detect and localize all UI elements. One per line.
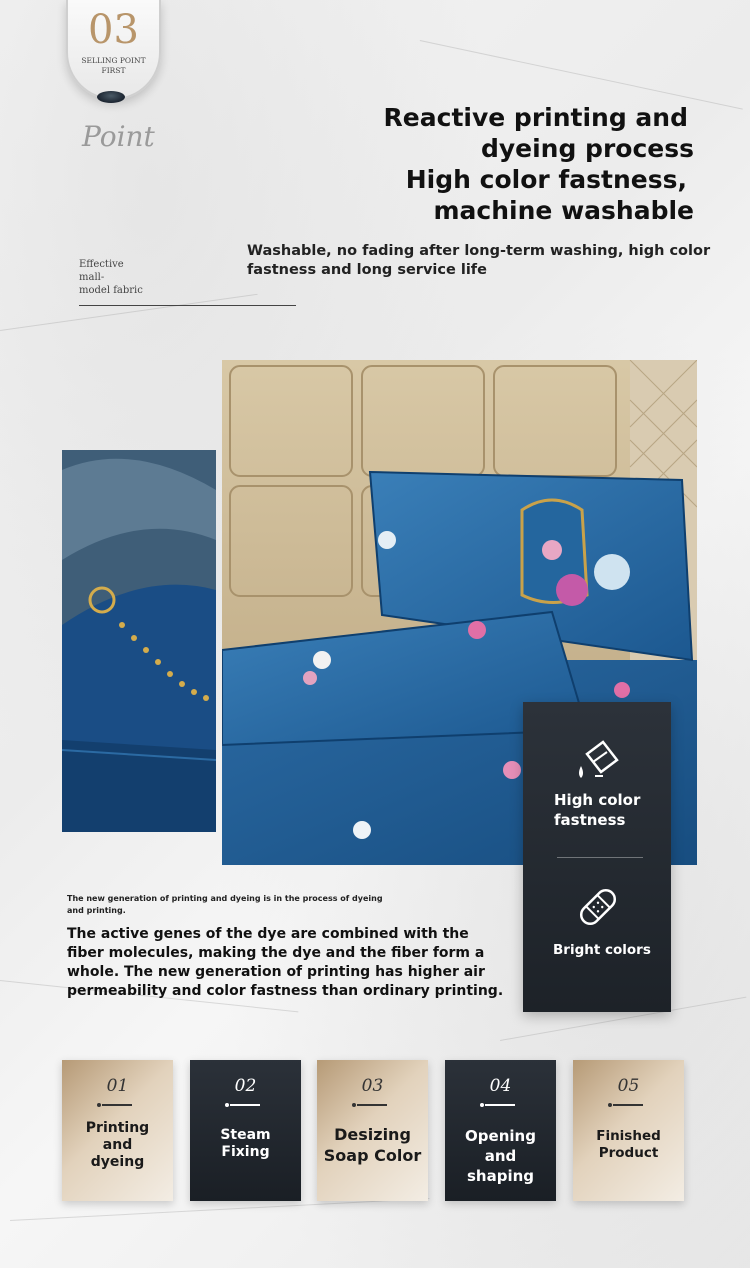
step-bar	[485, 1104, 515, 1106]
badge-subtitle-line1: SELLING POINT	[81, 56, 146, 65]
step-label-line1: Printing	[85, 1120, 150, 1136]
selling-point-badge	[66, 0, 161, 100]
feature-label-line2: fastness	[554, 811, 626, 829]
step-card-printing-dyeing	[62, 1060, 173, 1201]
headline	[384, 102, 694, 226]
step-label	[66, 1120, 169, 1171]
step-label-line2: and shaping	[466, 1147, 535, 1185]
fabric-note-line1: Effective	[79, 259, 124, 270]
headline-line4: machine washable	[433, 196, 694, 225]
step-label-line1: Steam	[220, 1127, 271, 1143]
step-dot	[97, 1103, 101, 1107]
tech-intro: The new generation of printing and dyeing is in the process of dyeing and printing.	[67, 894, 383, 915]
step-card-opening-shaping	[445, 1060, 556, 1201]
step-label-line2: Soap Color	[323, 1146, 422, 1165]
feature-high-color-fastness	[554, 790, 640, 830]
feature-label-line1: High color	[554, 791, 641, 809]
fabric-note-line3: model fabric	[79, 285, 143, 296]
point-script-word: Point	[82, 120, 155, 153]
panel-divider	[557, 857, 643, 858]
step-label	[194, 1127, 297, 1161]
step-card-finished-product	[573, 1060, 684, 1201]
badge-number: 03	[88, 7, 139, 53]
step-card-steam-fixing	[190, 1060, 301, 1201]
fabric-closeup-illustration	[62, 450, 216, 832]
step-dot	[608, 1103, 612, 1107]
step-dot	[480, 1103, 484, 1107]
step-number: 01	[106, 1076, 129, 1096]
badge-gem-ornament	[97, 91, 125, 103]
badge-subtitle-line2: FIRST	[101, 66, 126, 75]
fabric-closeup-photo	[62, 450, 216, 832]
step-dot	[352, 1103, 356, 1107]
step-number: 05	[617, 1076, 640, 1096]
step-label-line3: dyeing	[90, 1154, 145, 1170]
step-bar	[230, 1104, 260, 1106]
step-label-line1: Desizing	[334, 1125, 411, 1144]
tech-description: The active genes of the dye are combined with the fiber molecules, making the dye and the fiber form a whole. The new generation of printing has higher air permeability and color fastness than ordinary printing.	[67, 926, 504, 999]
step-label-line1: Opening	[465, 1127, 536, 1145]
step-label	[321, 1124, 424, 1166]
subline: Washable, no fading after long-term washing, high color fastness and long service life	[247, 243, 711, 278]
headline-line2: dyeing process	[480, 134, 694, 163]
step-bar	[613, 1104, 643, 1106]
step-label-line1: Finished	[596, 1128, 661, 1144]
step-card-desizing-soap-color	[317, 1060, 428, 1201]
dye-bucket-icon	[573, 736, 621, 784]
step-label	[577, 1128, 680, 1162]
feature-panel	[523, 702, 671, 1012]
step-number: 04	[489, 1076, 512, 1096]
fabric-note-line2: mall-	[79, 272, 105, 283]
step-dot	[225, 1103, 229, 1107]
marble-vein	[0, 294, 258, 331]
step-number: 03	[361, 1076, 384, 1096]
bandage-icon	[575, 884, 621, 930]
step-bar	[357, 1104, 387, 1106]
step-label-line2: Fixing	[221, 1144, 270, 1160]
step-label-line2: and	[102, 1137, 133, 1153]
step-number: 02	[234, 1076, 257, 1096]
headline-line3: High color fastness,	[405, 165, 687, 194]
headline-line1: Reactive printing and	[383, 103, 688, 132]
fabric-note-underline	[79, 305, 296, 306]
step-label	[449, 1126, 552, 1186]
marble-vein	[10, 1198, 429, 1221]
feature-bright-colors: Bright colors	[553, 942, 651, 958]
step-label-line2: Product	[598, 1145, 659, 1161]
fabric-note	[79, 258, 143, 297]
marble-vein	[420, 40, 743, 110]
step-bar	[102, 1104, 132, 1106]
